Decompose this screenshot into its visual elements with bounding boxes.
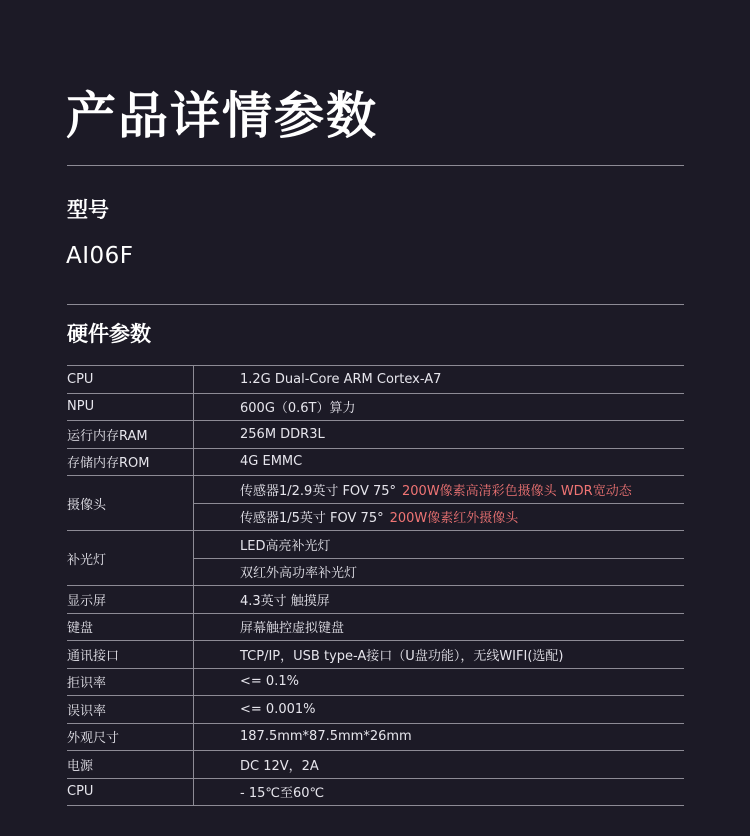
spec-value-text: 双红外高功率补光灯 [240, 566, 358, 582]
spec-value-text: 屏幕触控虚拟键盘 [240, 621, 345, 637]
spec-value-text: - 15℃至60℃ [240, 786, 325, 802]
spec-value-text: 4.3英寸 触摸屏 [240, 593, 330, 609]
spec-key: CPU [67, 778, 194, 806]
spec-value-text: 4G EMMC [240, 454, 303, 470]
spec-row [67, 476, 684, 504]
spec-row [67, 393, 684, 421]
spec-value [194, 613, 685, 641]
section-divider [67, 304, 684, 305]
spec-value-text: 传感器1/2.9英寸 FOV 75° [240, 483, 397, 499]
spec-row [67, 586, 684, 614]
spec-row [67, 531, 684, 559]
spec-value-text: <= 0.001% [240, 701, 316, 717]
spec-value [194, 421, 685, 449]
spec-key: 拒识率 [67, 668, 194, 696]
spec-value [194, 641, 685, 669]
spec-value-text: 1.2G Dual-Core ARM Cortex-A7 [240, 371, 442, 387]
spec-row [67, 696, 684, 724]
spec-key: 通讯接口 [67, 641, 194, 669]
hardware-spec-table [67, 365, 684, 806]
hardware-heading: 硬件参数 [67, 322, 151, 346]
spec-row [67, 778, 684, 806]
spec-value-highlight: 200W像素红外摄像头 [389, 511, 519, 527]
model-heading: 型号 [67, 198, 109, 222]
spec-value [194, 586, 685, 614]
spec-key: 键盘 [67, 613, 194, 641]
spec-key: CPU [67, 366, 194, 394]
spec-value [194, 751, 685, 779]
spec-key: 显示屏 [67, 586, 194, 614]
spec-value-text: TCP/IP，USB type-A接口（U盘功能），无线WIFI(选配) [240, 648, 564, 664]
spec-key: 运行内存RAM [67, 421, 194, 449]
spec-row [67, 366, 684, 394]
spec-table-body [67, 366, 684, 806]
spec-value-text: 187.5mm*87.5mm*26mm [240, 729, 412, 745]
spec-value-text: <= 0.1% [240, 674, 299, 690]
spec-value [194, 393, 685, 421]
model-value: AI06F [66, 243, 134, 269]
spec-value-text: 256M DDR3L [240, 426, 325, 442]
spec-key: 电源 [67, 751, 194, 779]
spec-row [67, 641, 684, 669]
spec-value [194, 778, 685, 806]
spec-value [194, 696, 685, 724]
spec-value [194, 558, 685, 586]
spec-value-text: 传感器1/5英寸 FOV 75° [240, 511, 384, 527]
spec-row [67, 668, 684, 696]
spec-value-text: LED高亮补光灯 [240, 538, 331, 554]
spec-value-text: DC 12V，2A [240, 758, 319, 774]
spec-value [194, 366, 685, 394]
spec-value-highlight: 200W像素高清彩色摄像头 WDR宽动态 [402, 483, 632, 499]
spec-key: 外观尺寸 [67, 723, 194, 751]
spec-value [194, 723, 685, 751]
spec-key: NPU [67, 393, 194, 421]
spec-value [194, 448, 685, 476]
spec-key: 误识率 [67, 696, 194, 724]
spec-row [67, 448, 684, 476]
spec-row [67, 421, 684, 449]
spec-row [67, 751, 684, 779]
page-title: 产品详情参数 [66, 87, 378, 145]
spec-key: 补光灯 [67, 531, 194, 586]
spec-key: 存储内存ROM [67, 448, 194, 476]
spec-value-text: 600G（0.6T）算力 [240, 401, 356, 417]
spec-row [67, 723, 684, 751]
spec-row [67, 613, 684, 641]
title-divider [67, 165, 684, 166]
spec-value [194, 668, 685, 696]
spec-value [194, 476, 685, 504]
spec-value [194, 531, 685, 559]
spec-value [194, 503, 685, 531]
spec-key: 摄像头 [67, 476, 194, 531]
